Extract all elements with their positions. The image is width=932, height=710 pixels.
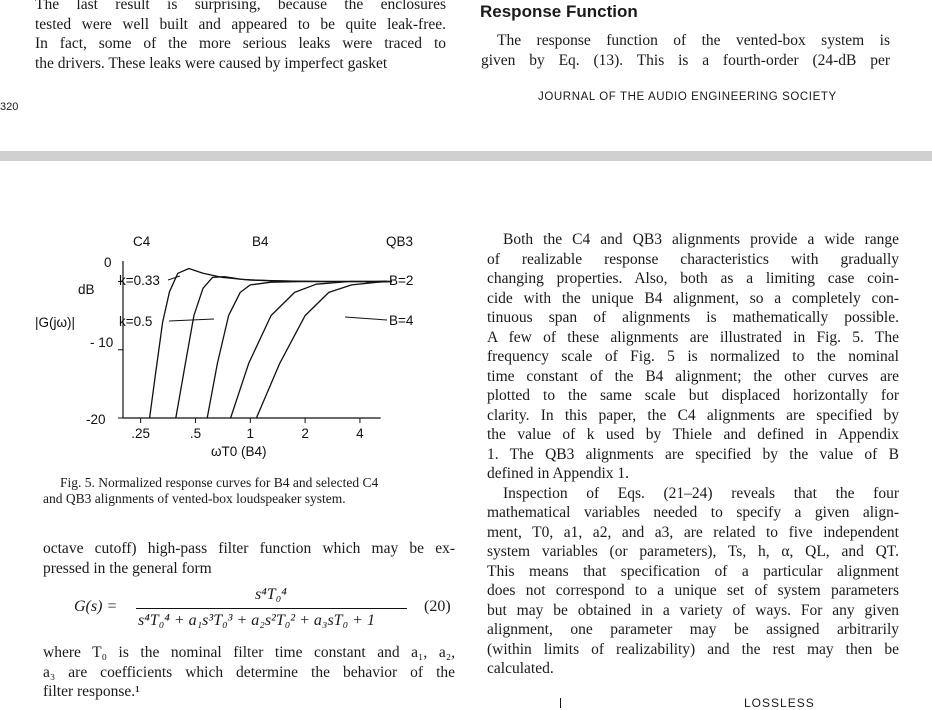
text-line: cide with the unique B4 alignment, so a completely con- (487, 289, 899, 307)
text-line: Inspection of Eqs. (21–24) reveals that the four (503, 484, 899, 502)
group-label-b4: B4 (252, 234, 269, 249)
y-axis-label: |G(jω)| (35, 315, 76, 330)
text-line: given by Eq. (13). This is a fourth-order (24-dB per (481, 51, 890, 69)
text-line: frequency scale of Fig. 5 is normalized to the nominal (487, 348, 899, 365)
text-line: does not correspond to a unique set of system parameters (487, 582, 899, 599)
annotation-leaders (168, 276, 387, 321)
text-line: calculated. (487, 660, 554, 677)
text-line: octave cutoff) high-pass filter function which may be ex- (43, 540, 455, 557)
text-line: pressed in the general form (43, 559, 212, 577)
response-function-paragraph (481, 31, 890, 70)
bottom-fragment-label: LOSSLESS (744, 696, 815, 710)
equation-number: (20) (424, 598, 451, 615)
page-divider (0, 151, 932, 161)
x-tick-label: .5 (189, 426, 202, 441)
text-line: filter response.¹ (43, 683, 140, 700)
equation-numerator: s⁴T₀⁴ (255, 586, 287, 603)
caption-line: and QB3 alignments of vented-box loudspeaker system. (43, 491, 346, 506)
equation-lhs: G(s) = (74, 598, 118, 615)
text-line: but may be obtained in a variety of ways. For any given (487, 601, 899, 619)
x-tick-label: 2 (301, 426, 309, 441)
y-tick-0: 0 (104, 255, 112, 270)
text-line: The last result is surprising, because the enclosures (35, 0, 446, 13)
annotation-k05: k=0.5 (119, 314, 153, 329)
left-after-equation (43, 643, 455, 702)
section-heading: Response Function (480, 2, 638, 21)
group-label-c4: C4 (133, 234, 151, 249)
top-left-paragraph (35, 0, 446, 73)
series-line-b4 (207, 282, 392, 419)
annotation-b4: B=4 (389, 313, 414, 328)
text-line: The response function of the vented-box system is (497, 32, 890, 49)
y-tick-minus20: -20 (86, 412, 106, 427)
text-line: Both the C4 and QB3 alignments provide a wide range (503, 231, 899, 248)
caption-line: Fig. 5. Normalized response curves for B4 and selected C4 (60, 475, 379, 490)
text-line: mathematical variables needed to specify a given align- (487, 504, 899, 521)
text-line: defined in Appendix 1. (487, 465, 630, 482)
text-line: A few of these alignments are illustrated in Fig. 5. The (487, 328, 899, 346)
group-label-qb3: QB3 (386, 234, 414, 249)
text-line: (within limits of realizability) and the rest may then be (487, 640, 899, 658)
right-paragraph-1 (487, 230, 899, 679)
x-tick-labels (131, 426, 364, 441)
text-line: tested were well built and appeared to be quite leak-free. (35, 15, 446, 33)
text-line: the drivers. These leaks were caused by imperfect gasket (35, 54, 388, 72)
equation-fraction-bar (136, 608, 407, 609)
x-tick-label: 1 (246, 426, 255, 441)
text-line: ment, T0, a1, a2, and a3, are related to five independent (487, 523, 899, 541)
text-line: alignment, one parameter may be assigned arbitrarily (487, 621, 899, 638)
series-line-c4-k-0-33 (150, 269, 392, 419)
series-line-qb3-b-4 (256, 282, 392, 419)
text-line: time constant of the B4 alignment; the other curves are (487, 367, 899, 385)
text-line: plotted to the same scale but displaced horizontally for (487, 387, 899, 404)
x-axis-label: ωT0 (B4) (211, 444, 267, 459)
text-line: changing properties. Also, both as a limiting case coin- (487, 270, 899, 287)
text-line: clarity. In this paper, the C4 alignments are specified by (487, 406, 899, 424)
annotation-k033: k=0.33 (119, 273, 160, 288)
text-line: This means that specification of a particular alignment (487, 562, 899, 580)
series-line-c4-k-0-5 (176, 277, 392, 418)
page-number: 320 (0, 101, 19, 113)
text-line: In fact, some of the more serious leaks were traced to (35, 35, 446, 52)
text-line: tinuous span of alignments is mathematically possible. (487, 309, 899, 326)
bottom-fragment-tick (560, 698, 561, 708)
equation-denominator: s⁴T₀⁴ + a₁s³T₀³ + a₂s²T₀² + a₃sT₀ + 1 (138, 612, 375, 629)
x-tick-label: .25 (131, 426, 151, 441)
text-line: where T₀ is the nominal filter time constant and a₁, a₂, (43, 644, 455, 661)
text-line: system variables (or parameters), Ts, h, α, QL, and QT. (487, 543, 899, 560)
text-line: a₃ are coefficients which determine the behavior of the (43, 663, 455, 681)
annotation-b2: B=2 (389, 273, 414, 288)
figure-5-chart (30, 228, 460, 468)
journal-name: JOURNAL OF THE AUDIO ENGINEERING SOCIETY (538, 91, 837, 103)
figure-caption (43, 475, 455, 507)
text-line: 1. The QB3 alignments are specified by the value of B (487, 445, 899, 463)
chart-curves (150, 269, 392, 419)
y-unit-label: dB (78, 282, 95, 297)
x-tick-label: 4 (356, 426, 364, 441)
text-line: the value of k used by Thiele and defined in Appendix (487, 426, 899, 443)
y-tick-minus10: - 10 (90, 335, 114, 350)
series-line-qb3-b-2 (231, 282, 392, 419)
text-line: of realizable response characteristics with gradually (487, 250, 899, 268)
left-bottom-paragraph (43, 539, 455, 578)
